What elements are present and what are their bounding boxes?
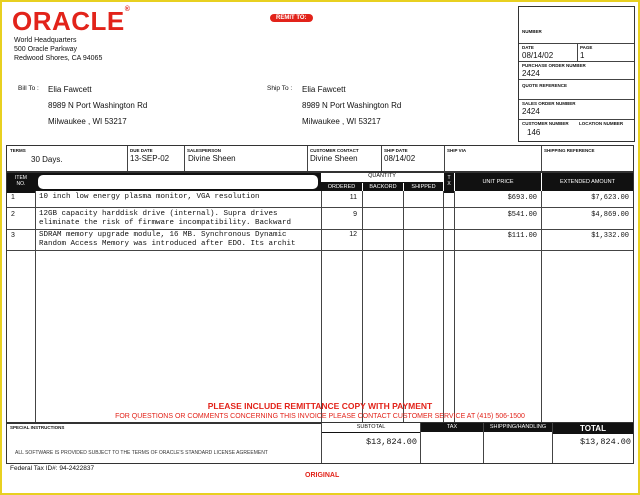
contact-label: CUSTOMER CONTACT (310, 148, 359, 153)
table-row (7, 209, 633, 229)
item-no-header: ITEM NO. (7, 173, 35, 193)
subtotal-label: SUBTOTAL (322, 423, 420, 433)
item-description: 10 inch low energy plasma monitor, VGA resolution (39, 193, 260, 201)
ship-to-name: Elia Fawcett (302, 85, 346, 94)
fine-print: ALL SOFTWARE IS PROVIDED SUBJECT TO THE TERMS OF ORACLE'S STANDARD LICENSE AGREEMENT (15, 450, 268, 456)
address-line: 500 Oracle Parkway (14, 46, 78, 53)
date-label: DATE (522, 45, 534, 50)
item-no: 1 (11, 194, 15, 201)
ordered-qty: 11 (349, 194, 357, 201)
total-label: TOTAL (553, 423, 633, 434)
special-instructions-label: SPECIAL INSTRUCTIONS (10, 425, 65, 430)
bill-to-name: Elia Fawcett (48, 85, 92, 94)
unit-price: $111.00 (507, 232, 537, 240)
extended-amount: $1,332.00 (591, 232, 629, 240)
ordered-qty: 9 (353, 211, 357, 218)
backord-header: BACKORD (363, 183, 403, 191)
item-description: SDRAM memory upgrade module, 16 MB. Synchronous Dynamic Random Access Memory was introduced after EDO. Its archit (39, 231, 296, 248)
ship-to-label: Ship To : (267, 85, 293, 92)
item-description: 12GB capacity harddisk drive (internal). Supra drives eliminate the risk of firmware incompatibility. Backward (39, 210, 292, 227)
ship-date-value: 08/14/02 (384, 154, 416, 163)
shipping-handling-label: SHIPPING/HANDLING (484, 423, 552, 432)
po-label: PURCHASE ORDER NUMBER (522, 63, 586, 68)
line-items-table (6, 172, 634, 424)
tax-label: TAX (421, 423, 483, 432)
info-row (6, 145, 634, 172)
unit-price: $541.00 (507, 211, 537, 219)
contact-value: Divine Sheen (310, 154, 358, 163)
table-row (7, 192, 633, 207)
federal-tax-id: Federal Tax ID#: 94-2422837 (10, 465, 95, 472)
table-row (7, 230, 633, 250)
shipped-header: SHIPPED (404, 183, 443, 191)
salesperson-value: Divine Sheen (188, 154, 236, 163)
ship-to-address (302, 82, 401, 130)
bill-to-address (48, 82, 147, 130)
location-label: LOCATION NUMBER (579, 121, 624, 126)
customer-service-notice: FOR QUESTIONS OR COMMENTS CONCERNING THIS INVOICE PLEASE CONTACT CUSTOMER SERVICE AT (415) 506-1500 (115, 413, 525, 420)
bill-to-street: 8989 N Port Washington Rd (48, 101, 148, 110)
salesperson-label: SALESPERSON (187, 148, 222, 153)
ship-to-city: Milwaukee , WI 53217 (302, 117, 381, 126)
tax-header: T X (444, 173, 454, 193)
po-value: 2424 (522, 69, 540, 78)
bill-to-label: Bill To : (18, 85, 39, 92)
remittance-notice: PLEASE INCLUDE REMITTANCE COPY WITH PAYMENT (207, 401, 433, 411)
sales-order-label: SALES ORDER NUMBER (522, 101, 576, 106)
extended-amount-header: EXTENDED AMOUNT (542, 173, 633, 191)
quote-label: QUOTE REFERENCE (522, 83, 568, 88)
ship-via-label: SHIP VIA (447, 148, 467, 153)
terms-label: TERMS (10, 148, 26, 153)
page-value: 1 (580, 51, 585, 60)
address-line: World Headquarters (14, 37, 77, 44)
date-value: 08/14/02 (522, 51, 554, 60)
item-no: 2 (11, 211, 15, 218)
oracle-logo: ORACLE® (12, 6, 131, 36)
due-date-label: DUE DATE (130, 148, 153, 153)
unit-price: $693.00 (507, 194, 537, 202)
unit-price-header: UNIT PRICE (455, 173, 541, 191)
page-label: PAGE (580, 45, 593, 50)
terms-value: 30 Days. (31, 155, 63, 164)
ship-date-label: SHIP DATE (384, 148, 408, 153)
sales-order-value: 2424 (522, 107, 540, 116)
company-address (14, 36, 102, 63)
item-no: 3 (11, 232, 15, 239)
number-label: NUMBER (522, 29, 542, 34)
ordered-header: ORDERED (321, 183, 362, 191)
ordered-qty: 12 (349, 231, 357, 238)
extended-amount: $4,869.00 (591, 211, 629, 219)
address-line: Redwood Shores, CA 94065 (14, 55, 103, 62)
ship-to-street: 8989 N Port Washington Rd (302, 101, 402, 110)
extended-amount: $7,623.00 (591, 194, 629, 202)
remit-to-badge: REMIT TO: (270, 14, 313, 22)
customer-number-label: CUSTOMER NUMBER (522, 121, 569, 126)
bill-to-city: Milwaukee , WI 53217 (48, 117, 127, 126)
original-stamp: ORIGINAL (305, 472, 340, 479)
quantity-header: QUANTITY (321, 173, 443, 183)
due-date-value: 13-SEP-02 (130, 154, 170, 163)
total-value: $13,824.00 (579, 437, 631, 447)
subtotal-value: $13,824.00 (365, 437, 417, 447)
invoice-meta-panel (518, 6, 635, 142)
shipping-ref-label: SHIPPING REFERENCE (544, 148, 595, 153)
customer-number-value: 146 (527, 128, 541, 137)
totals-footer (6, 422, 634, 464)
description-header (35, 173, 321, 191)
